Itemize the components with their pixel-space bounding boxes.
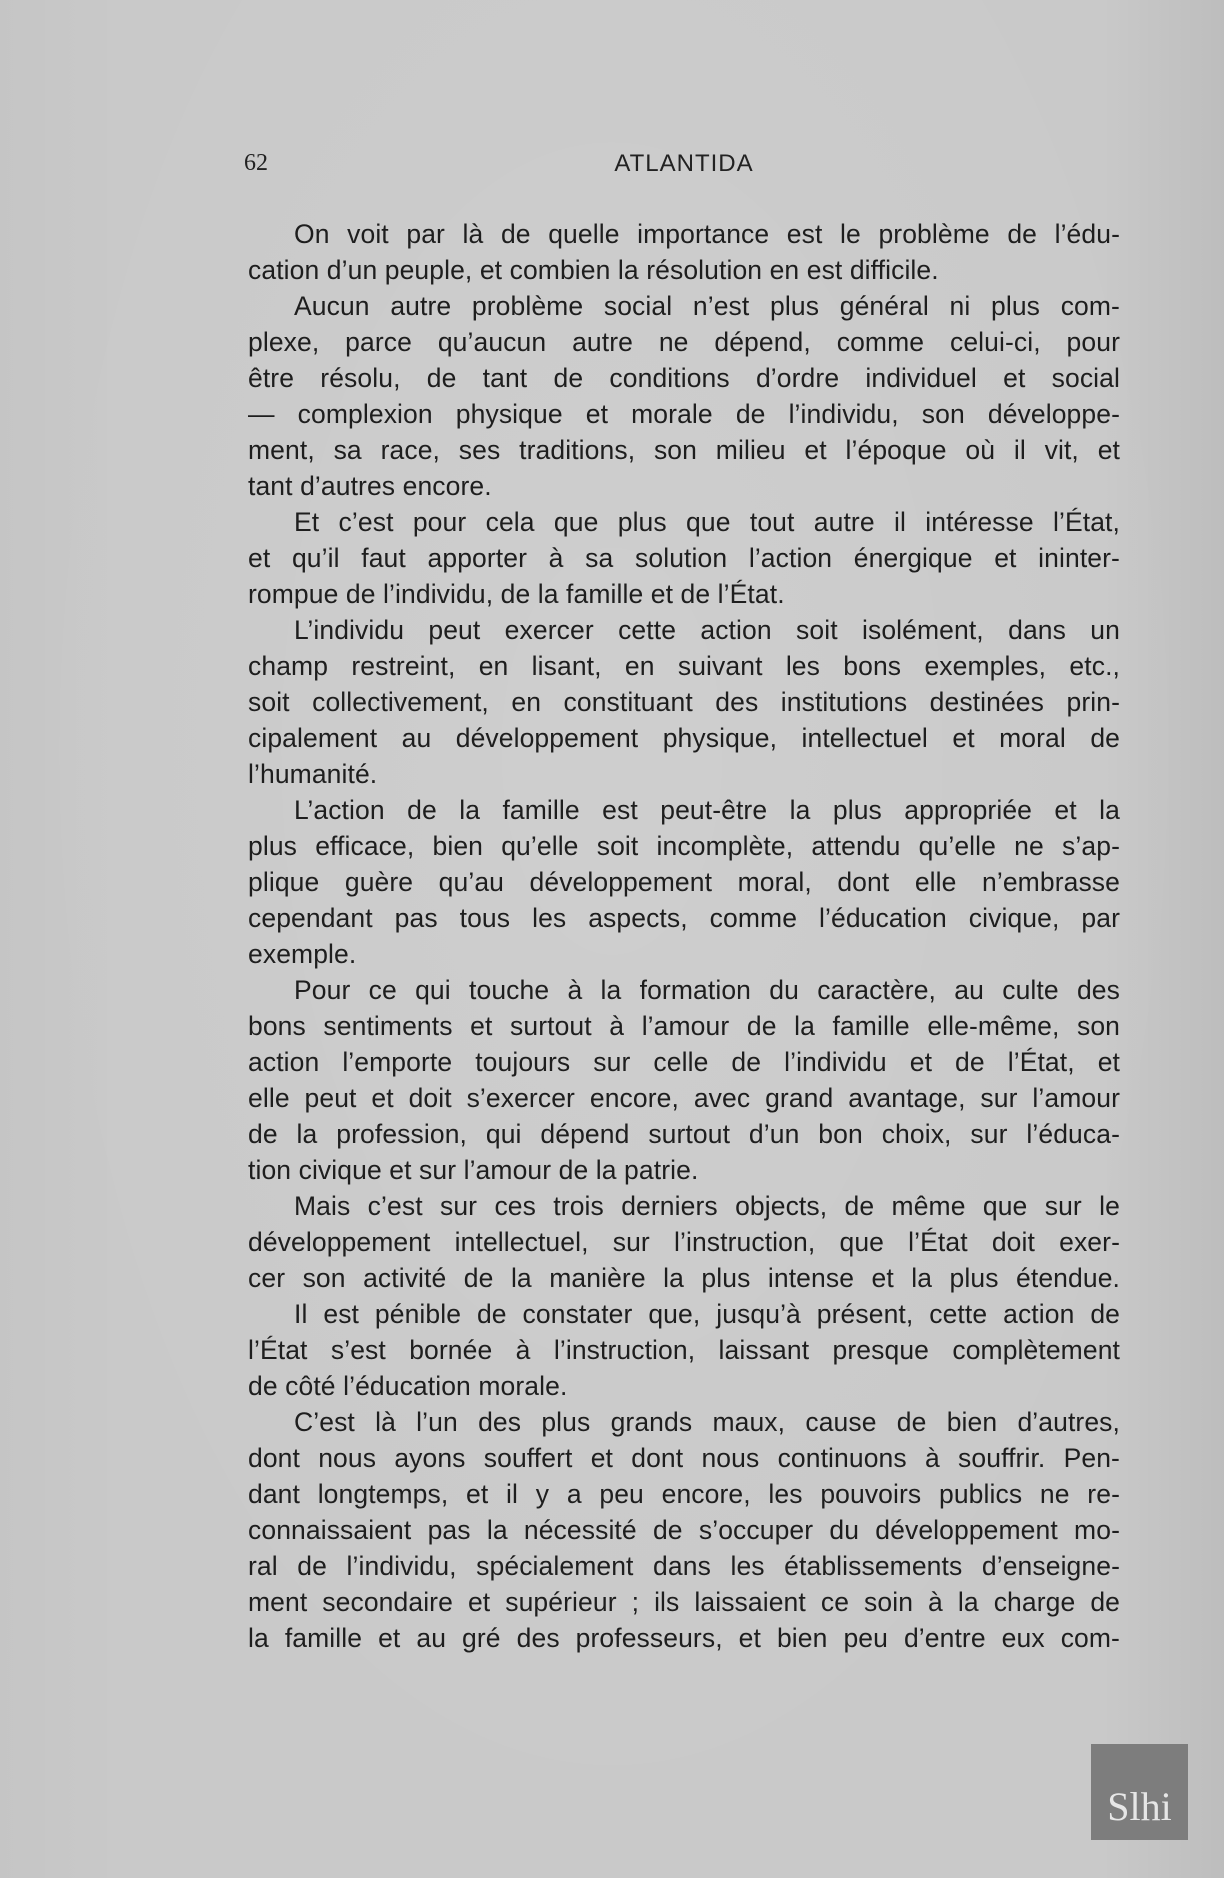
- text-line: L’individu peut exercer cette action soit isolément, dans un: [294, 615, 1120, 645]
- text-line: champ restreint, en lisant, en suivant les bons exemples, etc.,: [248, 651, 1120, 681]
- text-line: être résolu, de tant de conditions d’ordre individuel et social: [248, 363, 1120, 393]
- text-line: et qu’il faut apporter à sa solution l’action énergique et ininter-: [248, 543, 1120, 573]
- watermark-logo: [1091, 1744, 1188, 1840]
- paragraph: [248, 504, 1120, 612]
- body-text: [248, 216, 1120, 1656]
- text-line: plique guère qu’au développement moral, dont elle n’embrasse: [248, 867, 1120, 897]
- text-line: — complexion physique et morale de l’individu, son développe-: [248, 399, 1120, 429]
- page-number: 62: [244, 150, 268, 176]
- text-line: plus efficace, bien qu’elle soit incomplète, attendu qu’elle ne s’ap-: [248, 831, 1120, 861]
- paragraph: [248, 288, 1120, 504]
- paragraph: [248, 972, 1120, 1188]
- text-line: Il est pénible de constater que, jusqu’à présent, cette action de: [294, 1299, 1120, 1329]
- paragraph: [248, 612, 1120, 792]
- text-line: On voit par là de quelle importance est le problème de l’édu-: [294, 219, 1120, 249]
- paragraph: [248, 1404, 1120, 1656]
- text-line: soit collectivement, en constituant des institutions destinées prin-: [248, 687, 1120, 717]
- running-title: ATLANTIDA: [614, 150, 754, 177]
- text-line: cation d’un peuple, et combien la résolution en est difficile.: [248, 255, 939, 285]
- text-line: cer son activité de la manière la plus intense et la plus étendue.: [248, 1263, 1120, 1293]
- text-line: Mais c’est sur ces trois derniers objects, de même que sur le: [294, 1191, 1120, 1221]
- text-line: de côté l’éducation morale.: [248, 1371, 568, 1401]
- text-line: Aucun autre problème social n’est plus général ni plus com-: [294, 291, 1120, 321]
- page-header: [244, 150, 1124, 184]
- text-line: l’humanité.: [248, 759, 378, 789]
- text-line: L’action de la famille est peut-être la plus appropriée et la: [294, 795, 1120, 825]
- text-line: dant longtemps, et il y a peu encore, les pouvoirs publics ne re-: [248, 1479, 1120, 1509]
- text-line: ment, sa race, ses traditions, son milieu et l’époque où il vit, et: [248, 435, 1120, 465]
- paragraph: [248, 792, 1120, 972]
- text-line: cipalement au développement physique, intellectuel et moral de: [248, 723, 1120, 753]
- paragraph: [248, 1188, 1120, 1296]
- text-line: développement intellectuel, sur l’instruction, que l’État doit exer-: [248, 1227, 1120, 1257]
- text-line: bons sentiments et surtout à l’amour de la famille elle-même, son: [248, 1011, 1120, 1041]
- text-line: plexe, parce qu’aucun autre ne dépend, comme celui-ci, pour: [248, 327, 1120, 357]
- paragraph: [248, 1296, 1120, 1404]
- text-line: la famille et au gré des professeurs, et bien peu d’entre eux com-: [248, 1623, 1120, 1653]
- logo-text: Slhi: [1107, 1784, 1172, 1829]
- text-line: connaissaient pas la nécessité de s’occuper du développement mo-: [248, 1515, 1120, 1545]
- text-line: dont nous ayons souffert et dont nous continuons à souffrir. Pen-: [248, 1443, 1120, 1473]
- text-line: ral de l’individu, spécialement dans les établissements d’enseigne-: [248, 1551, 1120, 1581]
- text-line: ment secondaire et supérieur ; ils laissaient ce soin à la charge de: [248, 1587, 1120, 1617]
- text-line: l’État s’est bornée à l’instruction, laissant presque complètement: [248, 1335, 1120, 1365]
- text-line: tion civique et sur l’amour de la patrie.: [248, 1155, 699, 1185]
- text-line: Et c’est pour cela que plus que tout autre il intéresse l’État,: [294, 507, 1120, 537]
- text-line: Pour ce qui touche à la formation du caractère, au culte des: [294, 975, 1120, 1005]
- text-line: elle peut et doit s’exercer encore, avec grand avantage, sur l’amour: [248, 1083, 1120, 1113]
- text-line: cependant pas tous les aspects, comme l’éducation civique, par: [248, 903, 1120, 933]
- text-line: de la profession, qui dépend surtout d’un bon choix, sur l’éduca-: [248, 1119, 1120, 1149]
- text-line: tant d’autres encore.: [248, 471, 492, 501]
- text-line: exemple.: [248, 939, 357, 969]
- paragraph: [248, 216, 1120, 288]
- text-line: rompue de l’individu, de la famille et de l’État.: [248, 579, 785, 609]
- text-line: C’est là l’un des plus grands maux, cause de bien d’autres,: [294, 1407, 1120, 1437]
- text-line: action l’emporte toujours sur celle de l’individu et de l’État, et: [248, 1047, 1120, 1077]
